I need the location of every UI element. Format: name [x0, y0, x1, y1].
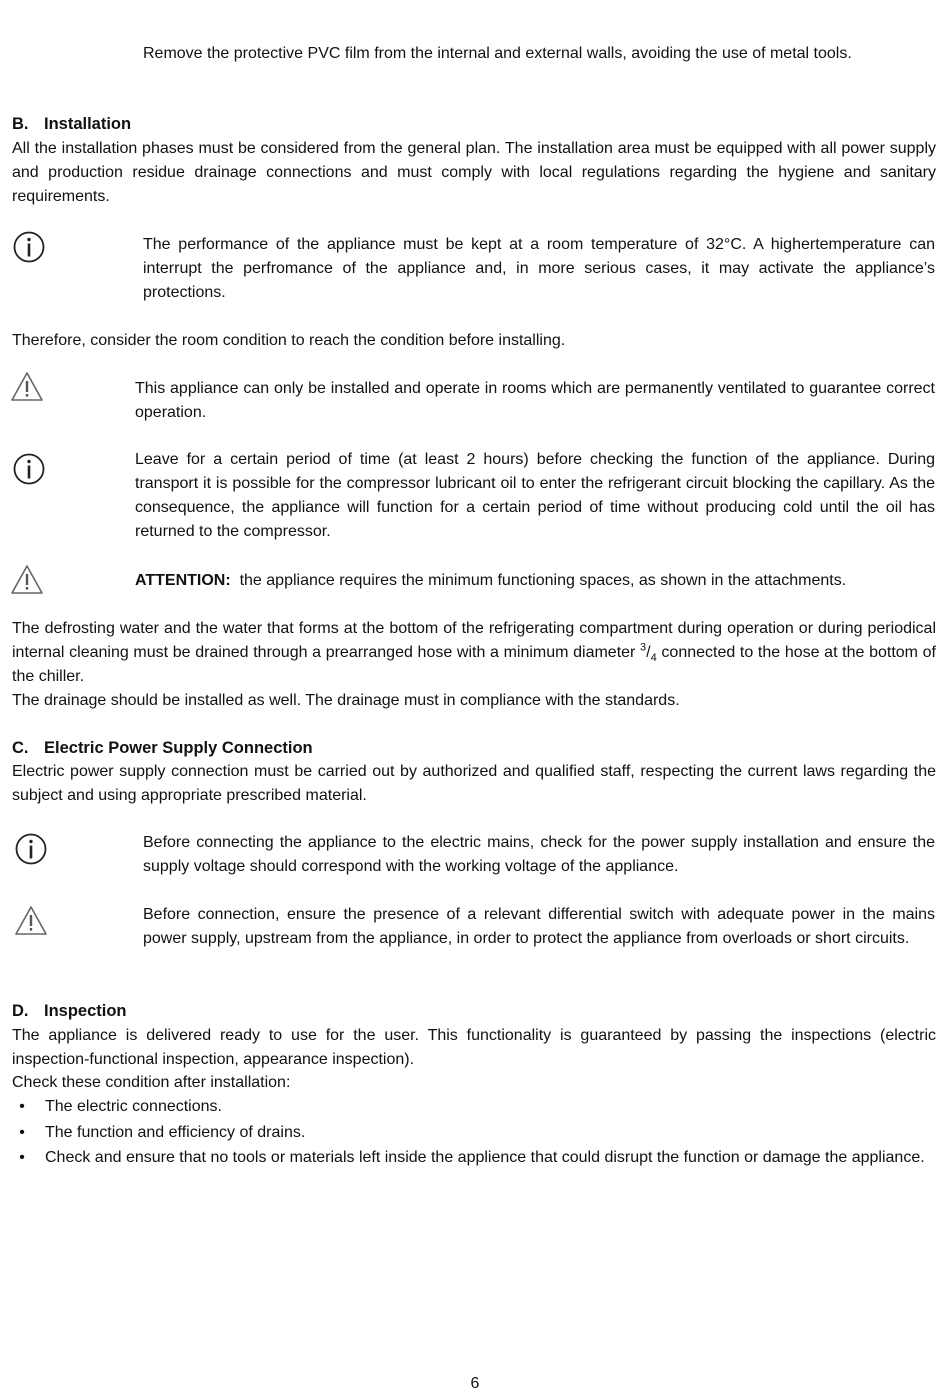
diameter-fraction-slash: / — [646, 644, 651, 661]
warning-ventilation: This appliance can only be installed and operate in rooms which are permanently ventilated to guarantee correct operation. — [135, 380, 935, 421]
note-voltage-check: Before connecting the appliance to the electric mains, check for the power supply installation and ensure the supply voltage should correspond with the working voltage of the appliance. — [143, 834, 935, 875]
warning-triangle-icon — [14, 904, 48, 938]
bullet-marker: • — [19, 1124, 25, 1141]
section-c-heading — [12, 736, 313, 760]
section-b-paragraph-2: Therefore, consider the room condition to reach the condition before installing. — [12, 332, 566, 349]
section-d-paragraph-1: The appliance is delivered ready to use for the user. This functionality is guaranteed by passing the inspections (electric inspection-functional inspection, appearance inspection). — [12, 1027, 936, 1068]
attention-text: the appliance requires the minimum functioning spaces, as shown in the attachments. — [239, 572, 847, 589]
info-icon — [12, 230, 46, 264]
list-item: Check and ensure that no tools or materials left inside the applience that could disrupt the function or damage the appliance. — [45, 1149, 925, 1166]
section-d-letter: D. — [12, 1002, 29, 1020]
section-c-letter: C. — [12, 739, 29, 757]
section-b-letter: B. — [12, 115, 29, 133]
warning-triangle-icon — [10, 370, 44, 404]
section-d-heading — [12, 999, 127, 1023]
section-b-paragraph-1: All the installation phases must be considered from the general plan. The installation area must be equipped with all power supply and production residue drainage connections and must comply with local regulations regarding the hygiene and sanitary requirements. — [12, 140, 936, 205]
section-b-paragraph-4: The drainage should be installed as well. The drainage must in compliance with the standards. — [12, 692, 680, 709]
section-b-heading — [12, 112, 131, 136]
info-icon — [12, 452, 46, 486]
section-d-paragraph-2: Check these condition after installation: — [12, 1074, 291, 1091]
section-c-paragraph-1: Electric power supply connection must be carried out by authorized and qualified staff, respecting the current laws regarding the subject and using appropriate prescribed material. — [12, 763, 936, 804]
list-item: The function and efficiency of drains. — [45, 1124, 306, 1141]
intro-paragraph: Remove the protective PVC film from the internal and external walls, avoiding the use of metal tools. — [143, 45, 852, 62]
section-b-paragraph-3 — [12, 617, 936, 689]
note-wait-before-check: Leave for a certain period of time (at least 2 hours) before checking the function of the appliance. During transport it is possible for the compressor lubricant oil to enter the refrigerant circuit blocking the capillary. As the consequence, the appliance will function for a certain period of time without producing cold until the oil has returned to the compressor. — [135, 451, 935, 540]
diameter-fraction-denominator: 4 — [650, 652, 657, 665]
attention-label: ATTENTION: — [135, 572, 231, 589]
page-number: 6 — [470, 1375, 480, 1392]
warning-triangle-icon — [10, 563, 44, 597]
section-c-title: Electric Power Supply Connection — [44, 739, 313, 757]
info-icon — [14, 832, 48, 866]
drainage-text-end: connected to the hose at the bottom of the chiller. — [12, 644, 937, 685]
warning-differential-switch: Before connection, ensure the presence of a relevant differential switch with adequate power in the mains power supply, upstream from the appliance, in order to protect the appliance from overloads or short circuits. — [143, 906, 935, 947]
diameter-fraction-numerator: 3 — [640, 641, 647, 654]
bullet-marker: • — [19, 1149, 25, 1166]
drainage-text: The defrosting water and the water that forms at the bottom of the refrigerating compartment during operation or during periodical internal cleaning must be drained through a prearranged hose with a minimum diameter — [12, 620, 936, 661]
attention-note — [135, 569, 935, 593]
section-b-title: Installation — [44, 115, 132, 133]
note-room-temperature: The performance of the appliance must be kept at a room temperature of 32°C. A highertemperature can interrupt the perfromance of the appliance and, in more serious cases, it may activate the appliance’s protections. — [143, 236, 935, 301]
bullet-marker: • — [19, 1098, 25, 1115]
section-d-title: Inspection — [44, 1002, 127, 1020]
list-item: The electric connections. — [45, 1098, 222, 1115]
